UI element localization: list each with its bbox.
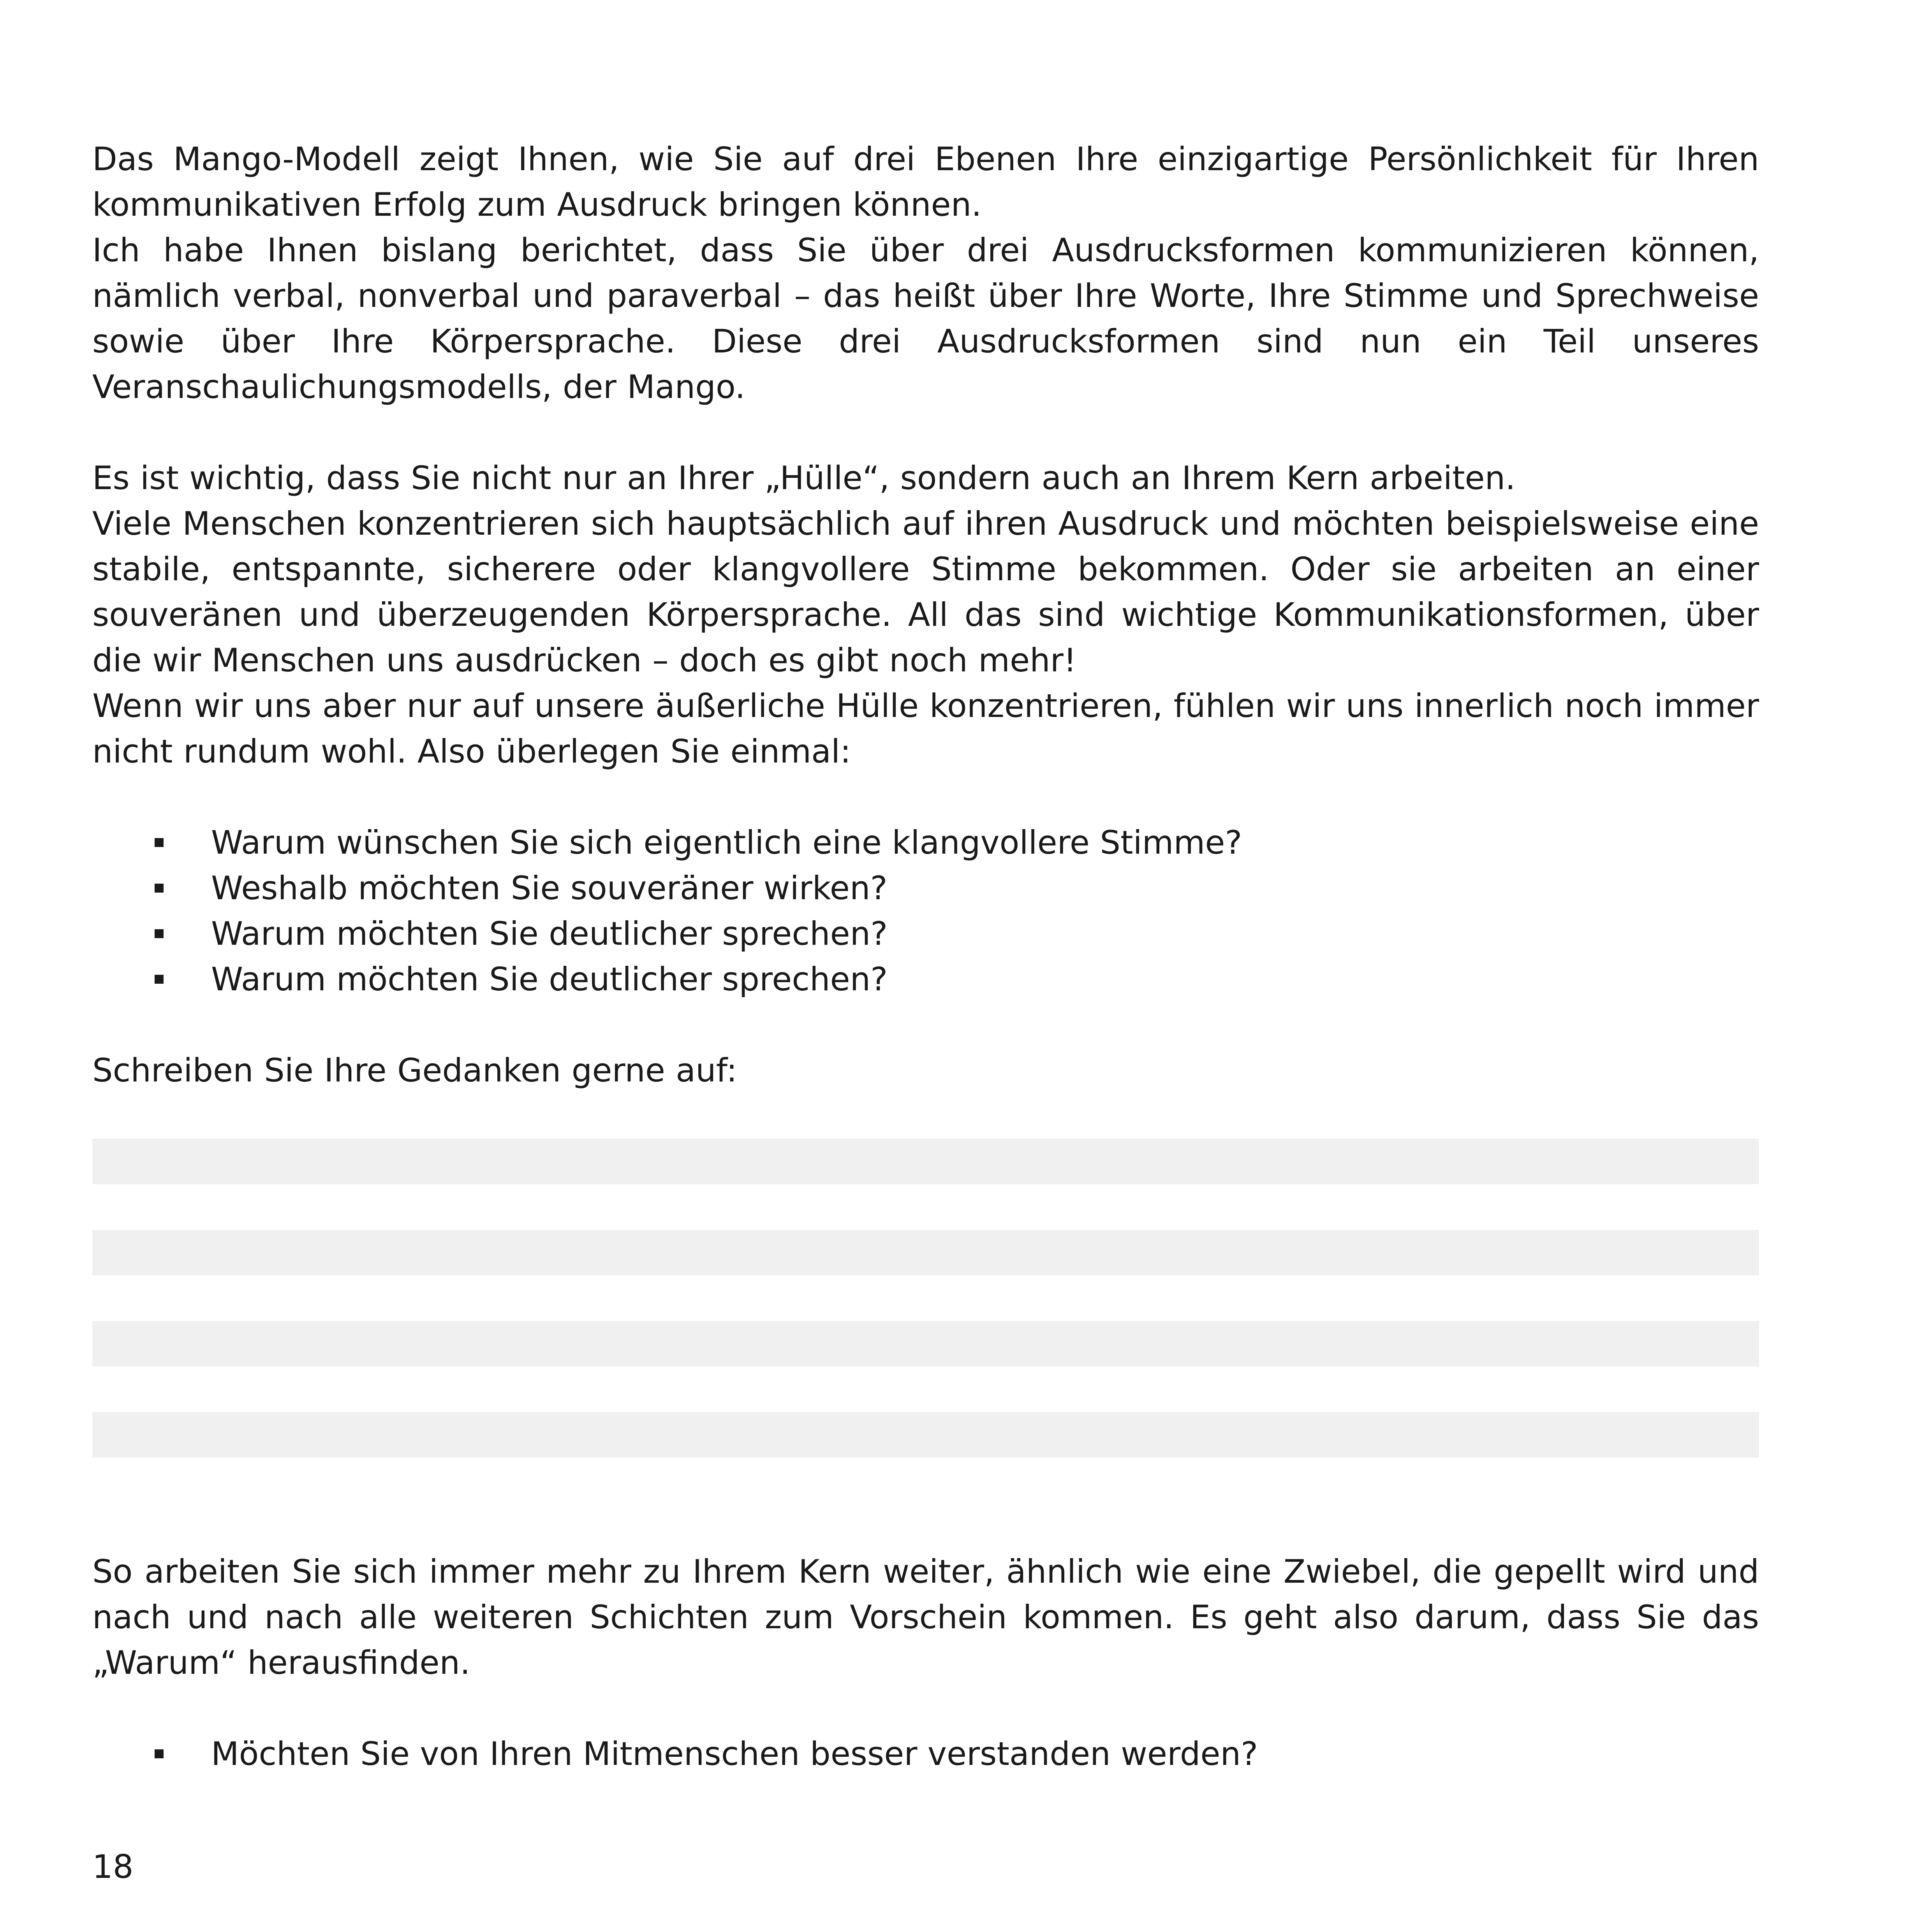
- writing-line[interactable]: [92, 1230, 1759, 1275]
- paragraph-core-work: Es ist wichtig, dass Sie nicht nur an Ihrer „Hülle“, sondern auch an Ihrem Kern arbeiten.: [92, 459, 1516, 497]
- paragraph-spacer: [92, 1685, 1759, 1731]
- paragraph-onion: So arbeiten Sie sich immer mehr zu Ihrem Kern weiter, ähnlich wie eine Zwiebel, die gepellt wird und nach und nach alle weiteren Schichten zum Vorschein kommen. Es geht also darum, dass Sie das „Warum“ herausfinden.: [92, 1553, 1759, 1682]
- page-number: 18: [92, 1848, 134, 1886]
- writing-line[interactable]: [92, 1412, 1759, 1458]
- page-content: [92, 136, 1759, 1777]
- square-bullet-icon: [155, 1749, 164, 1758]
- list-item-text: Möchten Sie von Ihren Mitmenschen besser verstanden werden?: [211, 1735, 1258, 1773]
- paragraph-spacer: [92, 410, 1759, 455]
- paragraph-mango-intro: Das Mango-Modell zeigt Ihnen, wie Sie auf drei Ebenen Ihre einzigartige Persönlichkeit für Ihren kommunikativen Erfolg zum Ausdruck bringen können.: [92, 140, 1759, 224]
- question-list: [92, 820, 1759, 1002]
- list-item-text: Warum möchten Sie deutlicher sprechen?: [211, 960, 888, 998]
- paragraph-expression-forms: Ich habe Ihnen bislang berichtet, dass Sie über drei Ausdrucksformen kommunizieren können, nämlich verbal, nonverbal und paraverbal – das heißt über Ihre Worte, Ihre Stimme und Sprechweise sowie über Ihre Körpersprache. Diese drei Ausdrucksformen sind nun ein Teil unseres Veranschaulichungsmodells, der Mango.: [92, 231, 1759, 406]
- square-bullet-icon: [155, 884, 164, 893]
- list-item-text: Warum möchten Sie deutlicher sprechen?: [211, 915, 888, 953]
- list-item: [92, 820, 1759, 865]
- paragraph-write-prompt: Schreiben Sie Ihre Gedanken gerne auf:: [92, 1051, 737, 1089]
- list-item: [92, 956, 1759, 1002]
- paragraph-outer-shell: Wenn wir uns aber nur auf unsere äußerliche Hülle konzentrieren, fühlen wir uns innerlich noch immer nicht rundum wohl. Also überlegen Sie einmal:: [92, 687, 1759, 770]
- paragraph-spacer: [92, 774, 1759, 820]
- paragraph-people-focus: Viele Menschen konzentrieren sich hauptsächlich auf ihren Ausdruck und möchten beispielsweise eine stabile, entspannte, sicherere oder klangvollere Stimme bekommen. Oder sie arbeiten an einer souveränen und überzeugenden Körpersprache. All das sind wichtige Kommunikationsformen, über die wir Menschen uns ausdrücken – doch es gibt noch mehr!: [92, 505, 1759, 679]
- writing-area[interactable]: [92, 1139, 1759, 1458]
- square-bullet-icon: [155, 975, 164, 984]
- list-item-text: Warum wünschen Sie sich eigentlich eine klangvollere Stimme?: [211, 824, 1242, 861]
- paragraph-spacer: [92, 1002, 1759, 1048]
- list-item: [92, 865, 1759, 911]
- list-item: [92, 1731, 1759, 1777]
- writing-line[interactable]: [92, 1139, 1759, 1184]
- paragraph-spacer: [92, 1458, 1759, 1549]
- square-bullet-icon: [155, 838, 164, 847]
- question-list: [92, 1731, 1759, 1777]
- writing-line[interactable]: [92, 1321, 1759, 1367]
- list-item-text: Weshalb möchten Sie souveräner wirken?: [211, 869, 888, 907]
- square-bullet-icon: [155, 929, 164, 938]
- list-item: [92, 911, 1759, 956]
